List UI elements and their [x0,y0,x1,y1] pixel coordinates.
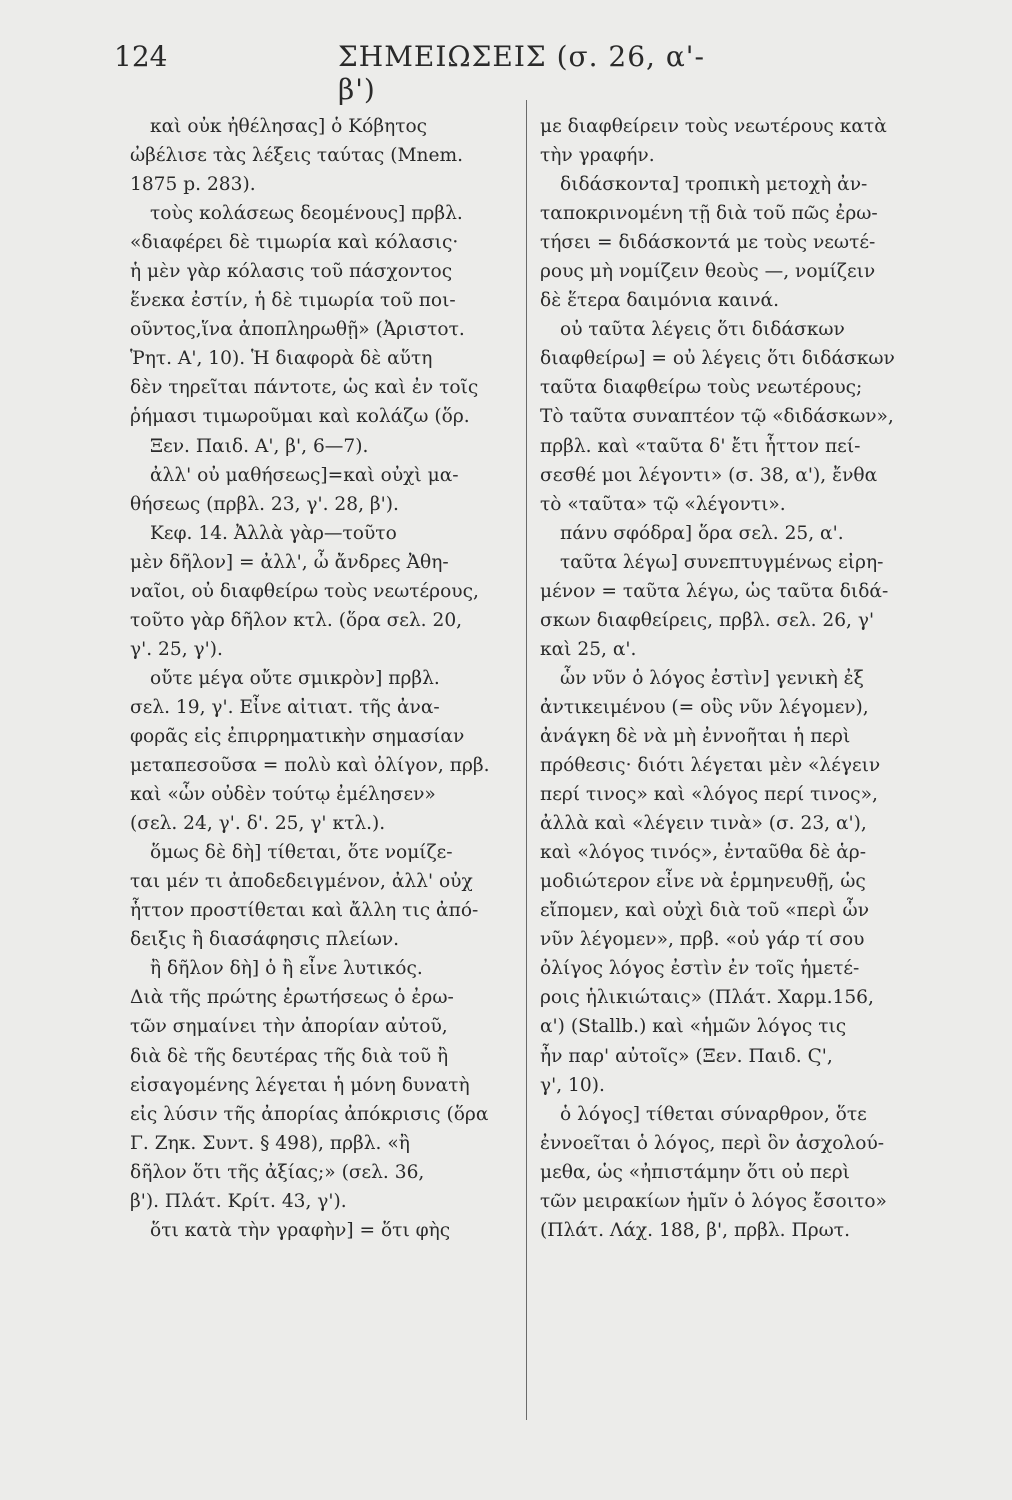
text-line: δὲ ἕτερα δαιμόνια καινά. [540,290,779,312]
text-line: ταῦτα διαφθείρω τοὺς νεωτέρους; [540,377,863,399]
text-line: ἢ δῆλον δὴ] ὁ ἢ εἶνε λυτικός. [150,958,423,980]
text-line: μεταπεσοῦσα = πολὺ καὶ ὀλίγον, πρβ. [130,755,490,777]
text-line: ὀλίγος λόγος ἐστὶν ἐν τοῖς ἡμετέ- [540,958,860,980]
text-line: β'). Πλάτ. Κρίτ. 43, γ'). [130,1190,347,1212]
text-line: διδάσκοντα] τροπικὴ μετοχὴ ἀν- [560,174,868,196]
text-line: πάνυ σφόδρα] ὅρα σελ. 25, α'. [560,522,844,544]
text-line: α') (Stallb.) καὶ «ἡμῶν λόγος τις [540,1016,847,1038]
text-line: Ῥητ. Α', 10). Ἡ διαφορὰ δὲ αὕτη [130,348,433,370]
text-line: ἦν παρ' αὐτοῖς» (Ξεν. Παιδ. Ϛ', [540,1045,833,1067]
text-line: εἰσαγομένης λέγεται ἡ μόνη δυνατὴ [130,1074,470,1096]
text-line: δὲν τηρεῖται πάντοτε, ὡς καὶ ἐν τοῖς [130,377,479,399]
text-line: μεθα, ὡς «ἠπιστάμην ὅτι οὐ περὶ [540,1161,850,1183]
text-line: ἧττον προστίθεται καὶ ἄλλη τις ἀπό- [130,900,479,922]
text-line: μοδιώτερον εἶνε νὰ ἑρμηνευθῇ, ὡς [540,871,866,893]
text-line: τὴν γραφήν. [540,145,655,167]
text-line: Κεφ. 14. Ἀλλὰ γὰρ—τοῦτο [150,522,397,544]
text-line: Γ. Ζηκ. Συντ. § 498), πρβλ. «ἢ [130,1132,410,1154]
left-column [130,112,518,1245]
text-line: καὶ 25, α'. [540,638,637,660]
text-line: ται μέν τι ἀποδεδειγμένον, ἀλλ' οὐχ [130,871,473,893]
text-line: διαφθείρω] = οὐ λέγεις ὅτι διδάσκων [540,348,895,370]
text-line: οὔτε μέγα οὔτε σμικρὸν] πρβλ. [150,667,440,689]
text-line: (σελ. 24, γ'. δ'. 25, γ' κτλ.). [130,813,386,835]
text-line: δειξις ἢ διασάφησις πλείων. [130,929,400,951]
text-line: τοὺς κολάσεως δεομένους] πρβλ. [150,203,463,225]
text-line: ὁ λόγος] τίθεται σύναρθρον, ὅτε [560,1103,867,1125]
text-line: σκων διαφθείρεις, πρβλ. σελ. 26, γ' [540,609,875,631]
text-line: περί τινος» καὶ «λόγος περί τινος», [540,784,878,806]
text-line: ἕνεκα ἐστίν, ἡ δὲ τιμωρία τοῦ ποι- [130,290,456,312]
text-line: σελ. 19, γ'. Εἶνε αἰτιατ. τῆς ἀνα- [130,696,440,718]
text-line: τὸ «ταῦτα» τῷ «λέγοντι». [540,493,786,515]
text-line: γ', 10). [540,1074,605,1096]
right-column [540,112,928,1245]
text-line: μένον = ταῦτα λέγω, ὡς ταῦτα διδά- [540,580,889,602]
column-divider [526,100,527,1420]
text-line: (Πλάτ. Λάχ. 188, β', πρβλ. Πρωτ. [540,1219,850,1241]
text-line: ἀνάγκη δὲ νὰ μὴ ἐννοῆται ἡ περὶ [540,725,851,747]
text-line: ἀλλὰ καὶ «λέγειν τινὰ» (σ. 23, α'), [540,813,867,835]
text-line: ταῦτα λέγω] συνεπτυγμένως εἰρη- [560,551,884,573]
text-line: νῦν λέγομεν», πρβ. «οὐ γάρ τί σου [540,929,865,951]
text-line: δῆλον ὅτι τῆς ἀξίας;» (σελ. 36, [130,1161,425,1183]
text-line: ὅτι κατὰ τὴν γραφὴν] = ὅτι φὴς [150,1219,451,1241]
text-line: οῦντος,ἵνα ἀποπληρωθῇ» (Ἀριστοτ. [130,319,465,341]
text-line: σεσθέ μοι λέγοντι» (σ. 38, α'), ἔνθα [540,464,878,486]
text-line: γ'. 25, γ'). [130,638,223,660]
text-line: μὲν δῆλον] = ἀλλ', ὦ ἄνδρες Ἀθη- [130,551,449,573]
text-line: 1875 p. 283). [130,174,256,196]
text-line: «διαφέρει δὲ τιμωρία καὶ κόλασις· [130,232,459,254]
text-line: τοῦτο γὰρ δῆλον κτλ. (ὅρα σελ. 20, [130,609,463,631]
text-line: τήσει = διδάσκοντά με τοὺς νεωτέ- [540,232,876,254]
text-line: ἐννοεῖται ὁ λόγος, περὶ ὃν ἀσχολού- [540,1132,885,1154]
text-line: τῶν σημαίνει τὴν ἀπορίαν αὐτοῦ, [130,1016,448,1038]
text-line: τῶν μειρακίων ἡμῖν ὁ λόγος ἔσοιτο» [540,1190,887,1212]
text-line: ρους μὴ νομίζειν θεοὺς —, νομίζειν [540,261,876,283]
text-line: ταποκρινομένη τῇ διὰ τοῦ πῶς ἐρω- [540,203,878,225]
text-line: Διὰ τῆς πρώτης ἐρωτήσεως ὁ ἐρω- [130,987,454,1009]
text-line: ἀντικειμένου (= οὓς νῦν λέγομεν), [540,696,869,718]
page-number: 124 [114,40,168,73]
text-line: ροις ἡλικιώταις» (Πλάτ. Χαρμ.156, [540,987,874,1009]
text-line: με διαφθείρειν τοὺς νεωτέρους κατὰ [540,116,887,137]
text-line: ὅμως δὲ δὴ] τίθεται, ὅτε νομίζε- [150,842,453,864]
text-line: ἡ μὲν γὰρ κόλασις τοῦ πάσχοντος [130,261,453,283]
text-line: πρβλ. καὶ «ταῦτα δ' ἔτι ἧττον πεί- [540,435,861,457]
text-line: εἴπομεν, καὶ οὐχὶ διὰ τοῦ «περὶ ὧν [540,900,869,922]
text-line: πρόθεσις· διότι λέγεται μὲν «λέγειν [540,755,881,777]
text-line: ἀλλ' οὐ μαθήσεως]=καὶ οὐχὶ μα- [150,464,459,486]
text-line: καὶ «λόγος τινός», ἐνταῦθα δὲ ἁρ- [540,842,866,864]
text-line: ὠβέλισε τὰς λέξεις ταύτας (Mnem. [130,145,464,167]
text-line: ὧν νῦν ὁ λόγος ἐστὶν] γενικὴ ἐξ [560,667,864,689]
running-header [114,40,736,106]
text-line: φορᾶς εἰς ἐπιρρηματικὴν σημασίαν [130,725,465,747]
text-line: διὰ δὲ τῆς δευτέρας τῆς διὰ τοῦ ἢ [130,1045,449,1067]
text-line: Ξεν. Παιδ. Α', β', 6—7). [150,435,369,457]
running-title: ΣΗΜΕΙΩΣΕΙΣ (σ. 26, α'-β') [338,40,705,106]
text-line: καὶ οὐκ ἠθέλησας] ὁ Κόβητος [150,116,428,137]
text-line: καὶ «ὧν οὐδὲν τούτῳ ἐμέλησεν» [130,784,436,806]
text-line: εἰς λύσιν τῆς ἀπορίας ἀπόκρισις (ὅρα [130,1103,489,1125]
text-line: ῥήμασι τιμωροῦμαι καὶ κολάζω (ὅρ. [130,406,470,428]
text-line: Τὸ ταῦτα συναπτέον τῷ «διδάσκων», [540,406,894,428]
text-line: ναῖοι, οὐ διαφθείρω τοὺς νεωτέρους, [130,580,479,602]
text-line: θήσεως (πρβλ. 23, γ'. 28, β'). [130,493,399,515]
text-line: οὐ ταῦτα λέγεις ὅτι διδάσκων [560,319,845,341]
